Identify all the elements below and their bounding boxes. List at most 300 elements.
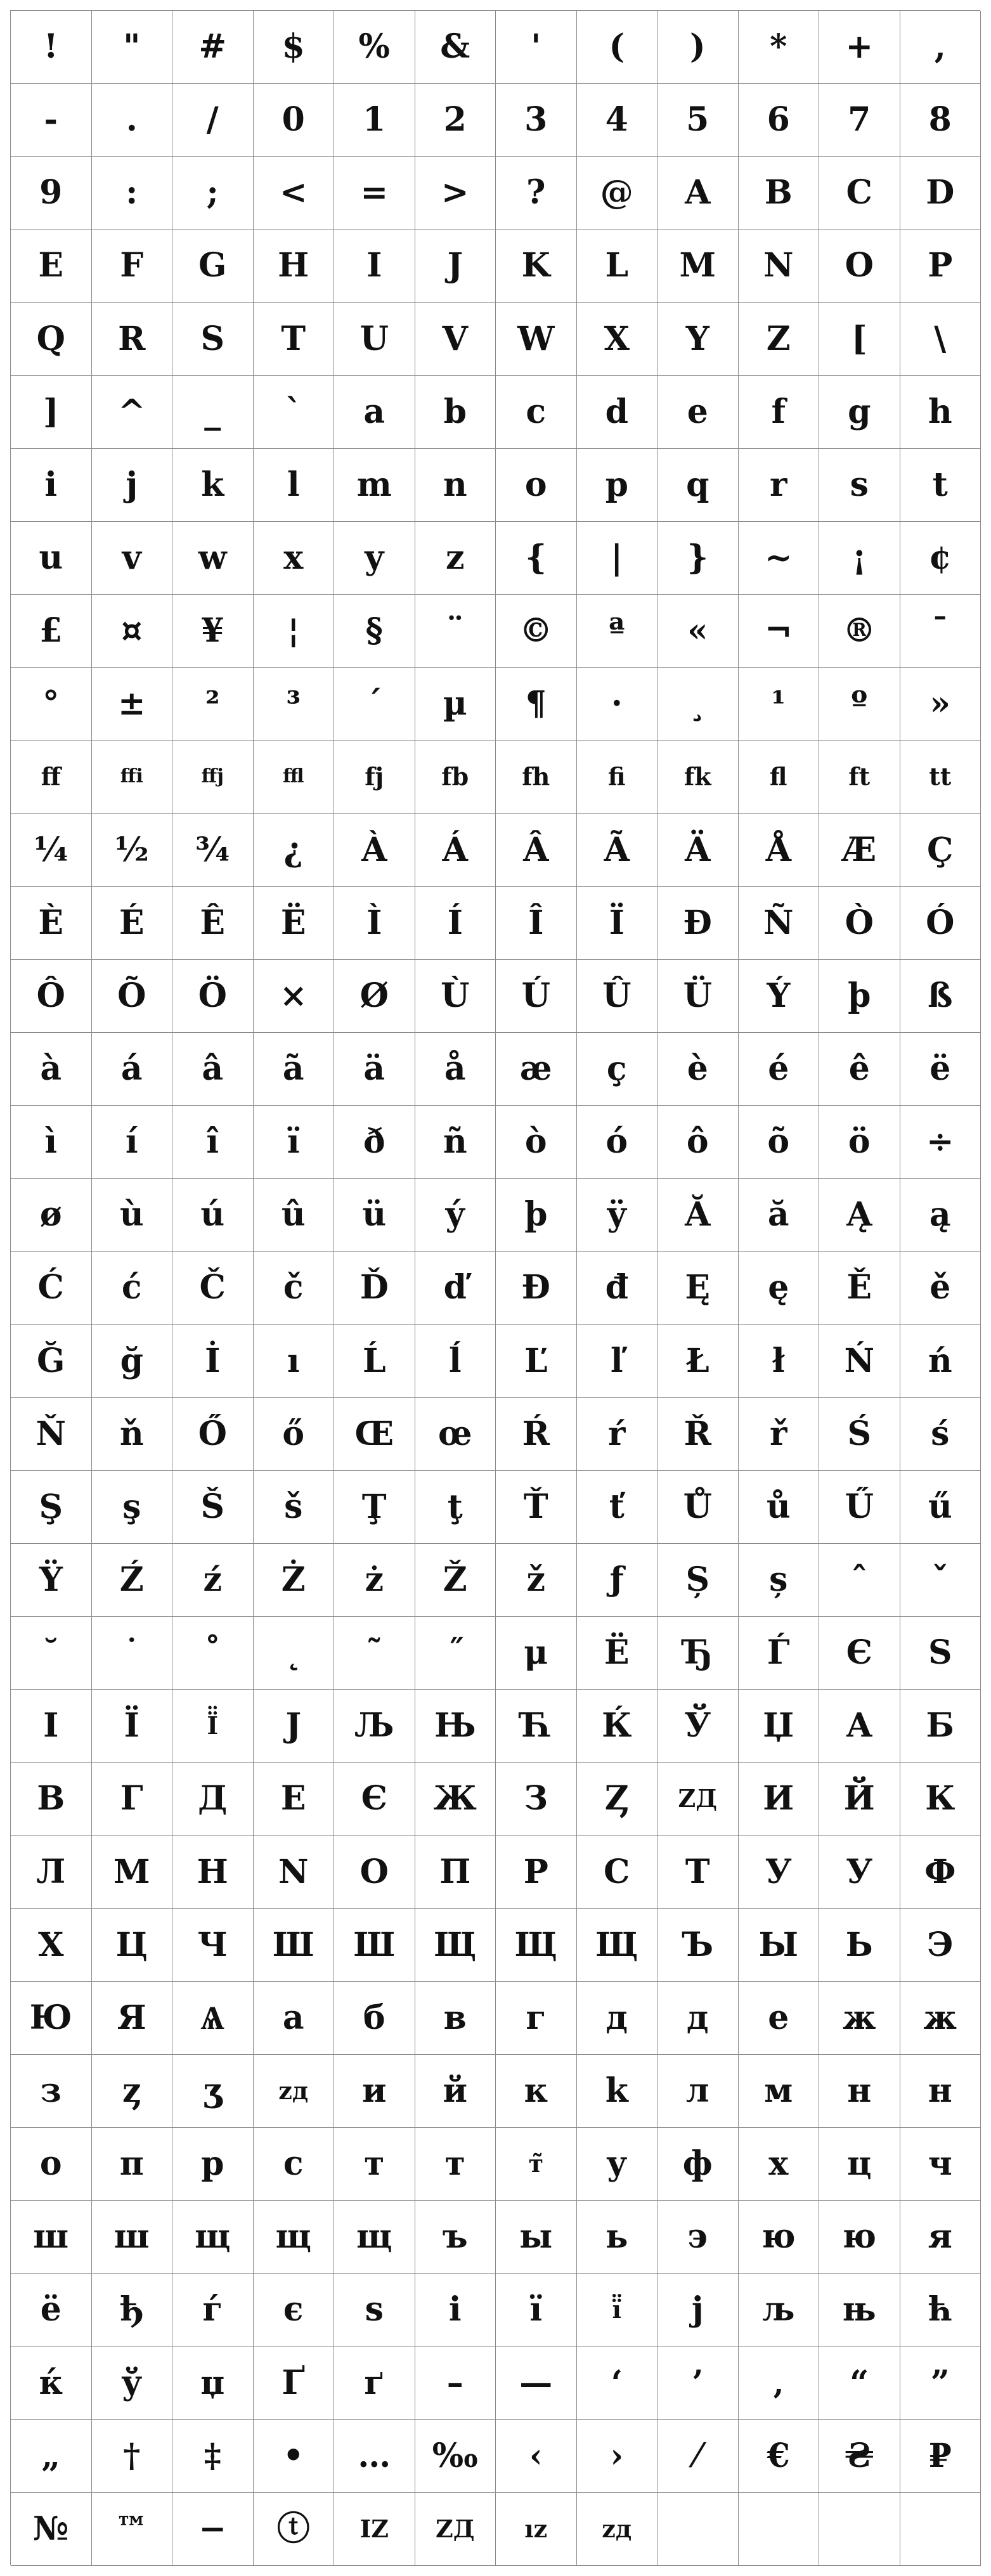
glyph-cell [739, 1836, 820, 1909]
glyph-char: A [685, 173, 711, 212]
glyph-cell [92, 2420, 173, 2493]
glyph-char: f [771, 392, 786, 431]
glyph-cell [172, 1690, 254, 1763]
glyph-char: Ř [683, 1414, 711, 1453]
glyph-cell [739, 2201, 820, 2274]
glyph-cell [415, 522, 496, 595]
glyph-cell [172, 157, 254, 230]
glyph-cell [172, 1836, 254, 1909]
glyph-cell [577, 960, 658, 1033]
glyph-char: М [113, 1852, 150, 1891]
glyph-char: щ [356, 2217, 392, 2256]
glyph-char: ї [529, 2290, 543, 2329]
glyph-char: Ë [280, 903, 306, 942]
glyph-cell [577, 595, 658, 668]
glyph-char: 4 [605, 100, 628, 139]
glyph-cell [819, 1909, 900, 1982]
glyph-char: ń [928, 1341, 952, 1380]
glyph-cell [657, 303, 739, 376]
glyph-char: Ø [359, 976, 389, 1015]
glyph-char: E [38, 246, 64, 285]
glyph-cell [334, 2493, 415, 2566]
glyph-cell [415, 11, 496, 84]
glyph-char: ffl [282, 765, 304, 788]
glyph-char: ß [927, 976, 953, 1015]
glyph-cell [739, 2420, 820, 2493]
glyph-char: І [43, 1706, 59, 1745]
glyph-cell [819, 1033, 900, 1106]
glyph-char: ç [606, 1049, 627, 1089]
glyph-cell [657, 157, 739, 230]
glyph-char: ñ [443, 1122, 467, 1162]
glyph-cell [92, 1909, 173, 1982]
glyph-char: ffi [120, 765, 143, 788]
glyph-cell [415, 230, 496, 302]
glyph-cell [334, 303, 415, 376]
glyph-char: З [524, 1779, 548, 1818]
glyph-char: э [687, 2217, 708, 2256]
glyph-char: ² [205, 684, 220, 723]
glyph-cell [496, 1252, 577, 1324]
glyph-cell [172, 814, 254, 887]
glyph-cell [819, 2420, 900, 2493]
glyph-char: а [282, 1998, 304, 2037]
glyph-cell [334, 1617, 415, 1690]
glyph-cell [172, 2347, 254, 2420]
glyph-cell [92, 1982, 173, 2055]
glyph-char: Ć [37, 1268, 64, 1307]
glyph-cell [415, 157, 496, 230]
glyph-char: ± [117, 684, 146, 723]
glyph-cell [254, 2420, 335, 2493]
glyph-char: N [278, 1852, 309, 1891]
glyph-char: # [198, 27, 227, 67]
glyph-cell [900, 1106, 981, 1179]
glyph-cell [657, 1544, 739, 1617]
glyph-cell [254, 522, 335, 595]
glyph-char: L [605, 246, 629, 285]
glyph-cell [92, 595, 173, 668]
glyph-char: Д [198, 1779, 228, 1818]
glyph-cell [900, 1471, 981, 1544]
glyph-cell [92, 449, 173, 522]
glyph-char: „ [41, 2436, 61, 2475]
glyph-cell [819, 2493, 900, 2566]
glyph-char: Њ [434, 1706, 476, 1745]
glyph-char: M [679, 246, 716, 285]
glyph-char: ₴ [845, 2436, 874, 2475]
glyph-cell [415, 668, 496, 741]
glyph-cell [819, 668, 900, 741]
glyph-char: + [845, 27, 874, 67]
glyph-cell [415, 741, 496, 813]
glyph-cell [11, 2493, 92, 2566]
glyph-cell [657, 2347, 739, 2420]
glyph-cell [254, 1909, 335, 1982]
glyph-cell [577, 1325, 658, 1398]
glyph-char: њ [842, 2290, 876, 2329]
glyph-char: h [928, 392, 952, 431]
glyph-char: • [283, 2436, 304, 2475]
glyph-cell [11, 1982, 92, 2055]
glyph-cell [739, 814, 820, 887]
glyph-char: á [120, 1049, 143, 1089]
glyph-char: Щ [434, 1925, 477, 1964]
glyph-cell [415, 887, 496, 960]
glyph-char: C [846, 173, 872, 212]
glyph-cell [657, 887, 739, 960]
glyph-char: ' [531, 27, 541, 67]
glyph-char: Z [766, 319, 791, 358]
glyph-cell [657, 1690, 739, 1763]
glyph-cell [11, 303, 92, 376]
glyph-cell [739, 2128, 820, 2201]
glyph-char: s [850, 465, 869, 504]
glyph-char: ʒ [203, 2071, 223, 2110]
glyph-cell [11, 449, 92, 522]
glyph-char: є [283, 2290, 304, 2329]
glyph-char: Ю [29, 1998, 72, 2037]
glyph-cell [819, 1252, 900, 1324]
glyph-char: 0 [282, 100, 305, 139]
glyph-cell [11, 887, 92, 960]
glyph-char: Џ [763, 1706, 794, 1745]
glyph-char: Щ [514, 1925, 557, 1964]
glyph-cell [415, 1398, 496, 1471]
glyph-cell [900, 11, 981, 84]
glyph-char: В [37, 1779, 65, 1818]
glyph-cell [577, 887, 658, 960]
glyph-char: ё [40, 2290, 62, 2329]
glyph-cell [496, 522, 577, 595]
glyph-cell [900, 887, 981, 960]
glyph-cell [739, 887, 820, 960]
glyph-cell [254, 1106, 335, 1179]
glyph-cell [172, 1763, 254, 1835]
glyph-cell [900, 376, 981, 449]
glyph-char: ¸ [689, 684, 706, 723]
glyph-cell [819, 887, 900, 960]
glyph-cell [92, 303, 173, 376]
glyph-cell [172, 2201, 254, 2274]
glyph-cell [577, 303, 658, 376]
glyph-char: о [39, 2144, 62, 2184]
glyph-char: ŕ [608, 1414, 626, 1453]
glyph-char: Ь [845, 1925, 873, 1964]
glyph-cell [819, 449, 900, 522]
glyph-char: Ň [36, 1414, 67, 1453]
glyph-char: n [443, 465, 467, 504]
glyph-char: k [605, 2071, 628, 2110]
glyph-cell [334, 2420, 415, 2493]
glyph-char: õ [767, 1122, 790, 1162]
glyph-char: Ô [36, 976, 65, 1015]
glyph-char: Ç [927, 830, 954, 869]
glyph-cell [172, 887, 254, 960]
glyph-cell [819, 84, 900, 157]
glyph-char: ò [524, 1122, 547, 1162]
glyph-cell [172, 1252, 254, 1324]
glyph-char: Щ [595, 1925, 638, 1964]
glyph-char: m [356, 465, 392, 504]
glyph-char: Ё [604, 1633, 630, 1673]
glyph-char: ¿ [283, 830, 303, 869]
glyph-char: − [198, 2509, 227, 2548]
glyph-char: IZ [359, 2514, 389, 2543]
glyph-cell [739, 376, 820, 449]
glyph-char: © [519, 611, 553, 650]
glyph-cell [577, 1909, 658, 1982]
glyph-cell [334, 1544, 415, 1617]
glyph-cell [819, 1617, 900, 1690]
glyph-cell [657, 595, 739, 668]
glyph-char: ‚ [772, 2363, 784, 2402]
glyph-char: Э [927, 1925, 954, 1964]
glyph-cell [334, 1690, 415, 1763]
glyph-char: - [44, 100, 58, 139]
glyph-cell [739, 2274, 820, 2346]
glyph-char: ˙ [123, 1633, 140, 1673]
glyph-cell [172, 1471, 254, 1544]
glyph-char: Ü [683, 976, 712, 1015]
glyph-char: ű [928, 1487, 952, 1526]
glyph-cell [657, 1471, 739, 1544]
glyph-cell [92, 84, 173, 157]
glyph-char: т [444, 2144, 465, 2184]
glyph-cell [11, 2347, 92, 2420]
glyph-cell [92, 1690, 173, 1763]
glyph-cell [254, 2055, 335, 2128]
glyph-cell [334, 741, 415, 813]
glyph-cell [334, 1179, 415, 1252]
glyph-char: Ў [684, 1706, 711, 1745]
glyph-char: fh [522, 762, 550, 791]
glyph-cell [577, 2201, 658, 2274]
glyph-char: * [770, 27, 787, 67]
glyph-cell [172, 1033, 254, 1106]
glyph-char: Ľ [524, 1341, 548, 1380]
glyph-char: ë [929, 1049, 951, 1089]
glyph-cell [172, 595, 254, 668]
glyph-char: ř [770, 1414, 787, 1453]
glyph-char: Я [117, 1998, 146, 2037]
glyph-cell [415, 1179, 496, 1252]
glyph-cell [254, 1690, 335, 1763]
glyph-cell [254, 2347, 335, 2420]
glyph-char: [ [851, 319, 867, 358]
glyph-cell [496, 1398, 577, 1471]
glyph-cell [11, 1909, 92, 1982]
glyph-cell [496, 84, 577, 157]
glyph-cell [657, 668, 739, 741]
glyph-cell [577, 1982, 658, 2055]
glyph-cell [657, 1836, 739, 1909]
glyph-char: ¡ [852, 538, 867, 578]
glyph-char: г [526, 1998, 547, 2037]
glyph-cell [900, 1544, 981, 1617]
glyph-cell [254, 2274, 335, 2346]
glyph-char: Ѕ [928, 1633, 952, 1673]
glyph-char: K [521, 246, 550, 285]
glyph-cell [172, 1544, 254, 1617]
glyph-cell [11, 11, 92, 84]
glyph-char: š [284, 1487, 303, 1526]
glyph-cell [496, 230, 577, 302]
glyph-cell [739, 84, 820, 157]
glyph-cell [577, 1106, 658, 1179]
glyph-char: È [38, 903, 64, 942]
glyph-cell [415, 1909, 496, 1982]
glyph-cell [92, 11, 173, 84]
glyph-char: ę [768, 1268, 789, 1307]
glyph-cell [577, 1471, 658, 1544]
glyph-cell [496, 1982, 577, 2055]
glyph-cell [496, 1544, 577, 1617]
glyph-cell [92, 230, 173, 302]
glyph-char: « [687, 611, 708, 650]
glyph-char: Н [197, 1852, 228, 1891]
glyph-char: Ś [847, 1414, 872, 1453]
glyph-char: ü [362, 1195, 387, 1234]
glyph-cell [172, 741, 254, 813]
glyph-char: ZД [678, 1784, 718, 1813]
glyph-char: X [604, 319, 630, 358]
glyph-char: ф [682, 2144, 713, 2184]
glyph-cell [819, 1544, 900, 1617]
glyph-char: zд [602, 2514, 632, 2543]
glyph-cell [657, 741, 739, 813]
glyph-char: Y [685, 319, 709, 358]
glyph-char: fj [365, 762, 384, 791]
glyph-cell [254, 887, 335, 960]
glyph-char: Î [528, 903, 544, 942]
glyph-cell [739, 11, 820, 84]
glyph-cell [900, 814, 981, 887]
glyph-char: · [611, 684, 623, 723]
glyph-cell [739, 2347, 820, 2420]
glyph-char: Ð [683, 903, 712, 942]
glyph-char: ж [923, 1998, 957, 2037]
glyph-cell [415, 1982, 496, 2055]
glyph-char: ¥ [201, 611, 224, 650]
glyph-char: т [364, 2144, 385, 2184]
glyph-char: J [447, 246, 463, 285]
glyph-char: ¦ [287, 611, 300, 650]
glyph-char: Ъ [682, 1925, 714, 1964]
glyph-char: ’ [692, 2363, 704, 2402]
glyph-char: İ [205, 1341, 221, 1380]
glyph-char: B [764, 173, 793, 212]
glyph-cell [415, 2201, 496, 2274]
glyph-cell [739, 2055, 820, 2128]
glyph-char: п [119, 2144, 144, 2184]
glyph-char: Ş [39, 1487, 63, 1526]
glyph-cell [739, 449, 820, 522]
glyph-char: О [359, 1852, 389, 1891]
glyph-char: ´ [366, 684, 383, 723]
glyph-char: ä [363, 1049, 385, 1089]
glyph-cell [172, 1909, 254, 1982]
glyph-char: ˘ [42, 1633, 60, 1673]
glyph-cell [496, 2128, 577, 2201]
glyph-char: ¢ [928, 538, 952, 578]
glyph-char: ů [766, 1487, 791, 1526]
glyph-char: € [767, 2436, 790, 2475]
glyph-char: œ [438, 1414, 472, 1453]
glyph-cell [334, 449, 415, 522]
glyph-cell [254, 157, 335, 230]
glyph-char: ‰ [432, 2436, 478, 2475]
glyph-cell [11, 668, 92, 741]
glyph-cell [254, 668, 335, 741]
glyph-char: _ [204, 392, 221, 431]
glyph-char: я [928, 2217, 952, 2256]
glyph-char: ½ [114, 830, 149, 869]
glyph-cell [657, 2055, 739, 2128]
glyph-char: µ [443, 684, 467, 723]
glyph-cell [819, 1325, 900, 1398]
glyph-cell [415, 1252, 496, 1324]
glyph-char: 9 [39, 173, 63, 212]
glyph-cell [739, 960, 820, 1033]
glyph-char: \ [934, 319, 947, 358]
glyph-cell [254, 1471, 335, 1544]
glyph-cell [334, 595, 415, 668]
glyph-char: Õ [117, 976, 146, 1015]
glyph-cell [11, 157, 92, 230]
glyph-cell [415, 814, 496, 887]
glyph-cell [900, 157, 981, 230]
glyph-char: Ñ [763, 903, 794, 942]
glyph-char: ѕ [365, 2290, 384, 2329]
glyph-char: / [206, 100, 219, 139]
glyph-cell [254, 1836, 335, 1909]
glyph-cell [92, 1398, 173, 1471]
glyph-char: ь [606, 2217, 628, 2256]
glyph-char: б [363, 1998, 385, 2037]
glyph-char: ÿ [607, 1195, 626, 1234]
glyph-char: j [126, 465, 138, 504]
glyph-char: ” [930, 2363, 950, 2402]
glyph-char: У [765, 1852, 792, 1891]
glyph-cell [577, 1690, 658, 1763]
glyph-cell [92, 376, 173, 449]
glyph-cell [577, 230, 658, 302]
glyph-cell [577, 1544, 658, 1617]
glyph-char: ‘ [611, 2363, 623, 2402]
glyph-cell [900, 449, 981, 522]
glyph-cell [172, 1325, 254, 1398]
glyph-cell [819, 1106, 900, 1179]
glyph-char: ~ [764, 538, 793, 578]
glyph-cell [900, 2493, 981, 2566]
glyph-char: ¨ [446, 611, 463, 650]
glyph-cell [496, 2201, 577, 2274]
glyph-char: } [687, 538, 708, 578]
glyph-cell [172, 449, 254, 522]
glyph-char: č [283, 1268, 304, 1307]
glyph-cell [739, 1982, 820, 2055]
glyph-cell [415, 960, 496, 1033]
glyph-cell [819, 2128, 900, 2201]
glyph-cell [254, 2493, 335, 2566]
glyph-char: > [441, 173, 469, 212]
glyph-char: Æ [842, 830, 877, 869]
glyph-cell [496, 814, 577, 887]
glyph-cell [11, 1836, 92, 1909]
glyph-char: ю [842, 2217, 876, 2256]
glyph-cell [415, 1763, 496, 1835]
